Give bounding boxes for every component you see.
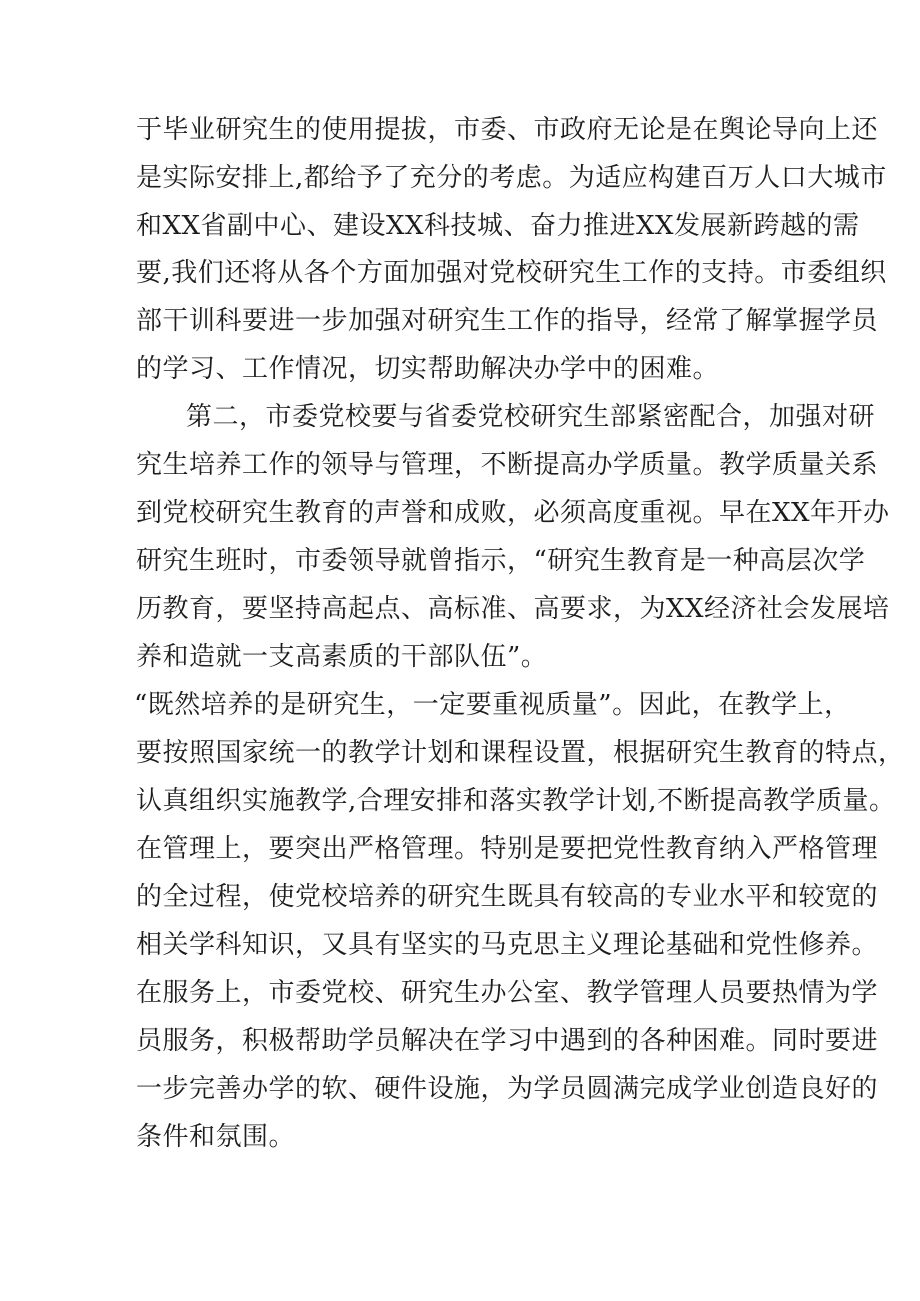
text-line-3: 和XX省副中心、建设XX科技城、奋力推进XX发展新跨越的需 bbox=[136, 211, 860, 241]
text-line-13: “既然培养的是研究生，一定要重视质量”。因此，在教学上， bbox=[134, 690, 851, 720]
text-line-20: 员服务，积极帮助学员解决在学习中遇到的各种困难。同时要进 bbox=[136, 1026, 879, 1056]
text-line-4: 要,我们还将从各个方面加强对党校研究生工作的支持。市委组织 bbox=[136, 258, 887, 288]
text-line-11: 历教育，要坚持高起点、高标准、高要求，为XX经济社会发展培 bbox=[136, 594, 890, 624]
text-line-2: 是实际安排上,都给予了充分的考虑。为适应构建百万人口大城市 bbox=[136, 163, 887, 193]
text-line-8: 究生培养工作的领导与管理，不断提高办学质量。教学质量关系 bbox=[136, 450, 879, 480]
text-line-1: 于毕业研究生的使用提拔，市委、市政府无论是在舆论导向上还 bbox=[136, 115, 879, 145]
text-line-18: 相关学科知识，又具有坚实的马克思主义理论基础和党性修养。 bbox=[136, 930, 879, 960]
text-line-22: 条件和氛围。 bbox=[136, 1122, 296, 1152]
text-line-14: 要按照国家统一的教学计划和课程设置，根据研究生教育的特点， bbox=[136, 738, 905, 768]
text-line-19: 在服务上，市委党校、研究生办公室、教学管理人员要热情为学 bbox=[136, 978, 879, 1008]
text-line-9: 到党校研究生教育的声誉和成败，必须高度重视。早在XX年开办 bbox=[136, 498, 890, 528]
paragraph-2-first-line: 第二，市委党校要与省委党校研究生部紧密配合，加强对研 bbox=[186, 402, 876, 432]
text-line-5: 部干训科要进一步加强对研究生工作的指导，经常了解掌握学员 bbox=[136, 306, 879, 336]
text-line-17: 的全过程，使党校培养的研究生既具有较高的专业水平和较宽的 bbox=[136, 882, 879, 912]
text-line-10: 研究生班时，市委领导就曾指示，“研究生教育是一种高层次学 bbox=[136, 546, 866, 576]
text-line-12: 养和造就一支高素质的干部队伍”。 bbox=[136, 642, 548, 672]
text-line-15: 认真组织实施教学,合理安排和落实教学计划,不断提高教学质量。 bbox=[136, 786, 896, 816]
text-line-16: 在管理上，要突出严格管理。特别是要把党性教育纳入严格管理 bbox=[136, 834, 879, 864]
text-line-6: 的学习、工作情况，切实帮助解决办学中的困难。 bbox=[136, 354, 720, 384]
text-line-21: 一步完善办学的软、硬件设施，为学员圆满完成学业创造良好的 bbox=[136, 1074, 879, 1104]
